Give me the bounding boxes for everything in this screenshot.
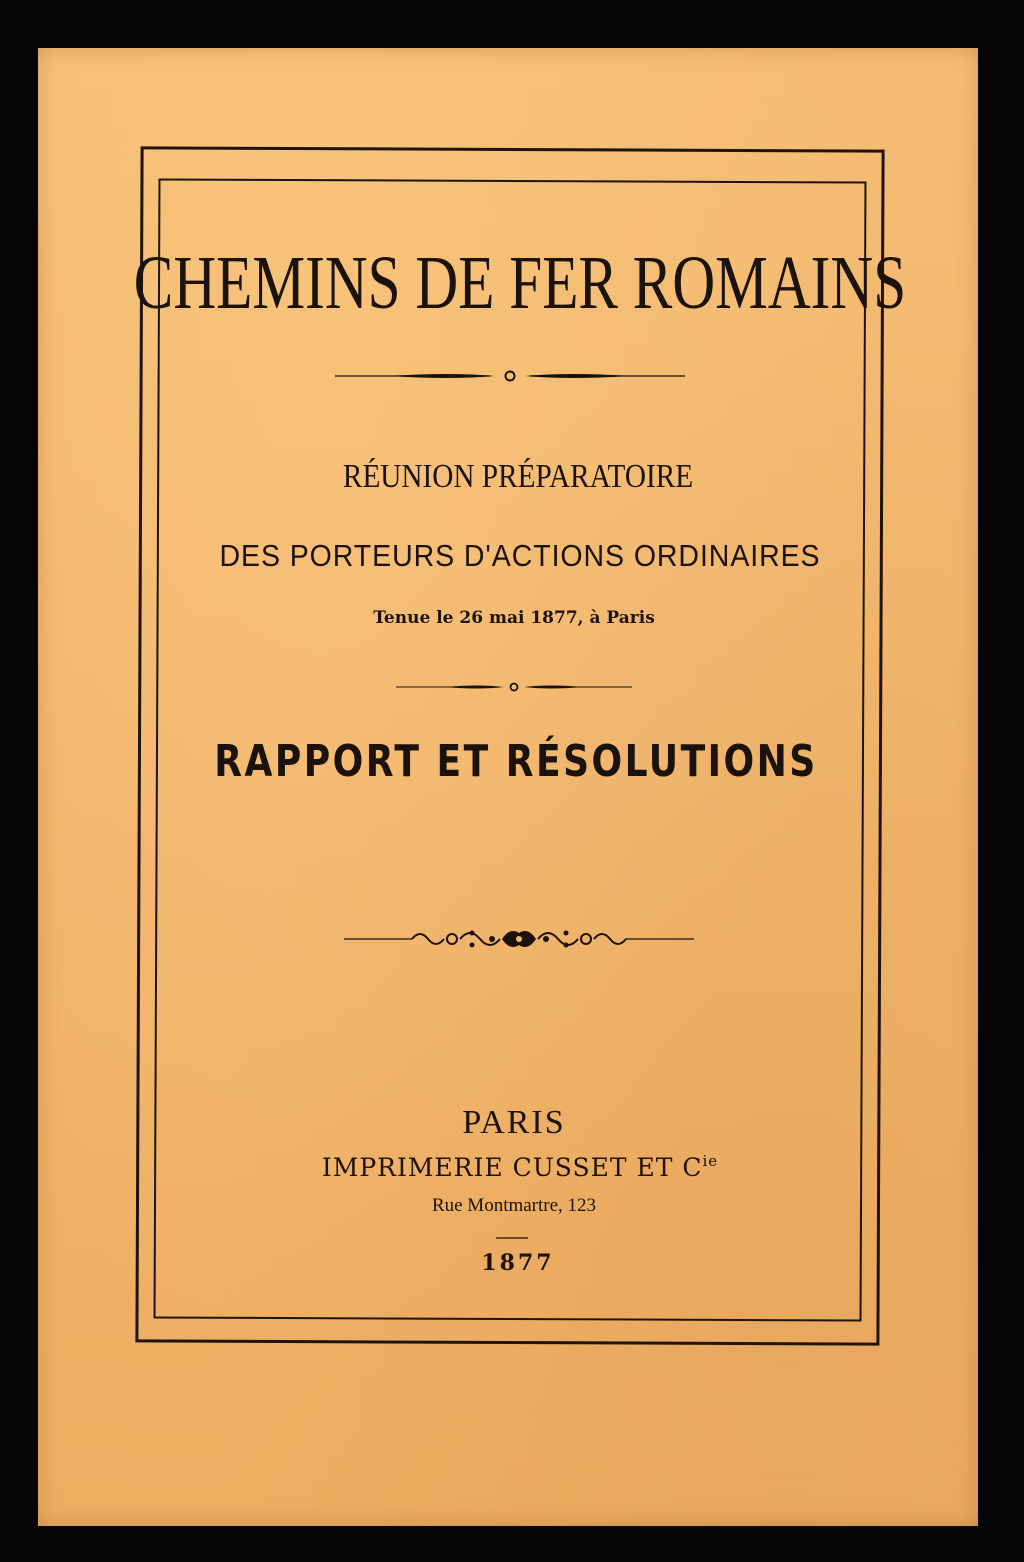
floral-divider-ornament <box>342 924 696 954</box>
meeting-heading: RÉUNION PRÉPARATOIRE <box>342 458 694 495</box>
imprint-address: Rue Montmartre, 123 <box>431 1195 597 1216</box>
imprint-printer-name: IMPRIMERIE CUSSET ET C <box>321 1153 703 1182</box>
imprint-printer <box>8 1152 1024 1182</box>
imprint-year: 1877 <box>481 1250 555 1276</box>
title-divider-ornament <box>330 366 690 386</box>
document-title: CHEMINS DE FER ROMAINS <box>133 241 907 325</box>
imprint-printer-suffix: ie <box>702 1152 719 1170</box>
imprint-city: PARIS <box>462 1104 566 1141</box>
meeting-date-note: Tenue le 26 mai 1877, à Paris <box>373 608 655 628</box>
year-rule <box>496 1236 528 1240</box>
shareholders-heading: DES PORTEURS D'ACTIONS ORDINAIRES <box>219 538 821 573</box>
small-divider-ornament <box>394 678 634 696</box>
report-title: RAPPORT ET RÉSOLUTIONS <box>214 736 818 787</box>
